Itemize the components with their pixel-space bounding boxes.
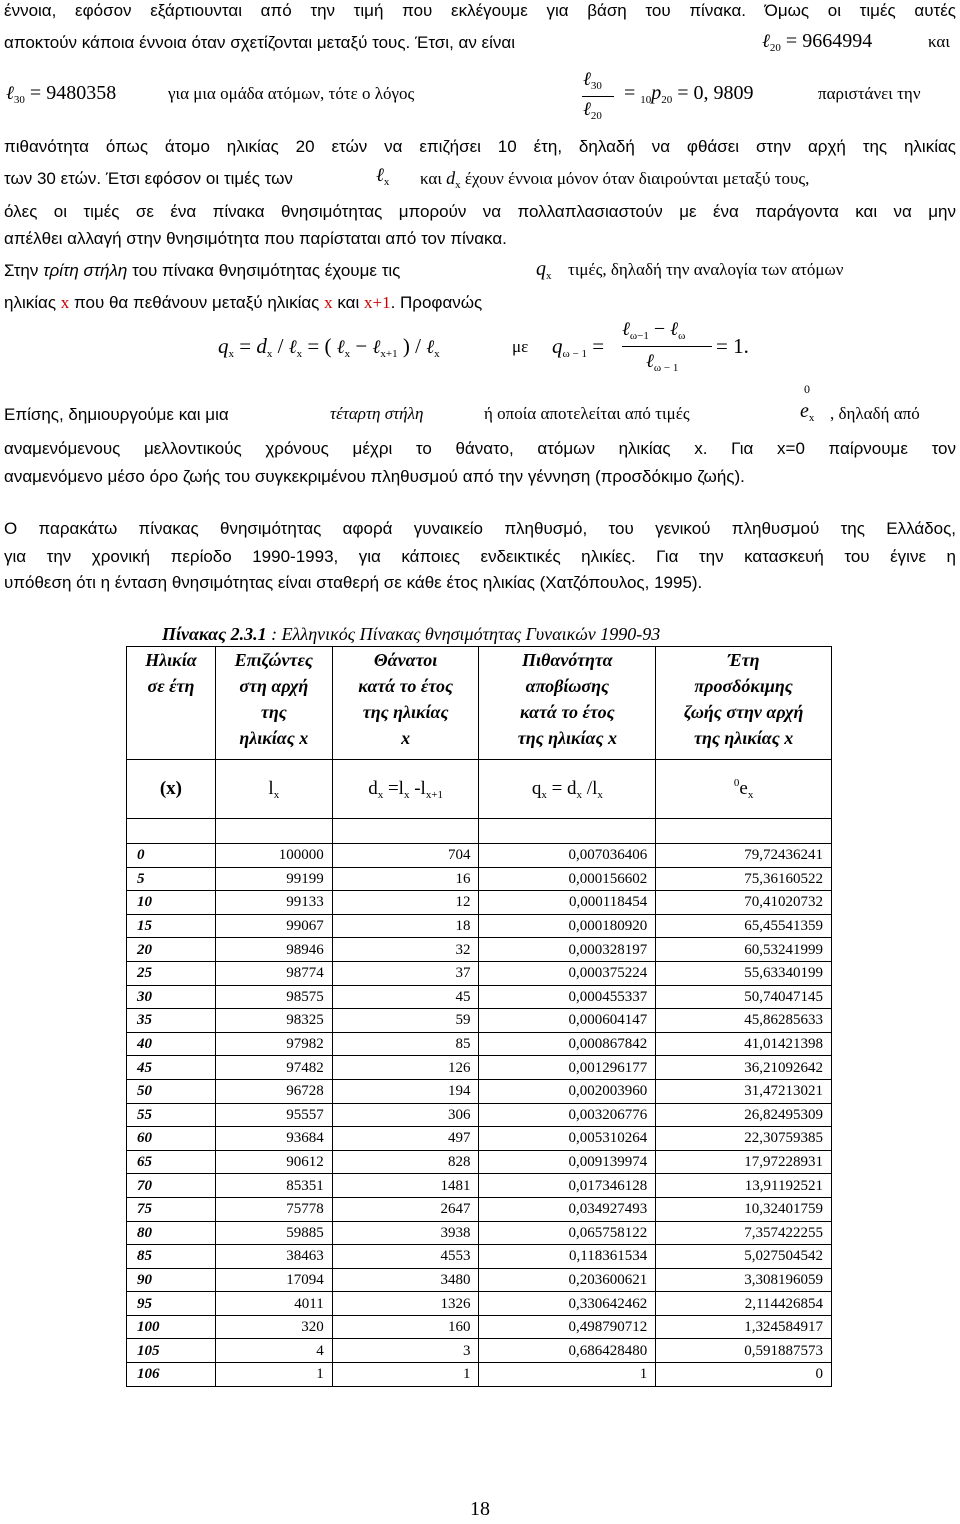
table-cell: 85351 xyxy=(215,1174,332,1198)
table-cell: 10 xyxy=(127,891,216,915)
table-cell: 0,002003960 xyxy=(479,1079,656,1103)
symbol-lx xyxy=(215,760,332,819)
formula-value: = 0, 9809 xyxy=(677,82,754,104)
text-segment: που θα πεθάνουν μεταξύ ηλικίας xyxy=(74,293,320,312)
table-row xyxy=(127,891,832,915)
text-segment: των 30 ετών. Έτσι εφόσον οι τιμές των xyxy=(4,169,293,188)
table-cell: 0,203600621 xyxy=(479,1268,656,1292)
table-cell: 85 xyxy=(332,1032,479,1056)
table-cell: 106 xyxy=(127,1363,216,1387)
table-cell: 65 xyxy=(127,1150,216,1174)
symbol-part: x xyxy=(273,789,280,801)
symbol-part: = d xyxy=(551,778,577,799)
text-segment: και xyxy=(420,169,442,188)
formula-qx-def: $q_x = d_x$ / ℓ$_x$ = ( ℓ$_x$ − ℓ$_{x+1}$ ) / ℓ$_x$ xyxy=(218,334,440,360)
table-cell: 95 xyxy=(127,1292,216,1316)
text-segment: έχουν έννοια μόνον όταν διαιρούνται μεταξύ τους, xyxy=(464,169,810,188)
header-line: x xyxy=(401,728,411,748)
table-cell: 99067 xyxy=(215,914,332,938)
header-line: στη αρχή xyxy=(239,676,309,696)
header-line: αποβίωσης xyxy=(525,676,610,696)
header-life-expectancy xyxy=(656,647,832,760)
text-segment: τιμές, δηλαδή την αναλογία των ατόμων xyxy=(568,260,844,279)
table-row xyxy=(127,1292,832,1316)
table-cell: 96728 xyxy=(215,1079,332,1103)
table-cell: 50 xyxy=(127,1079,216,1103)
text-line: για την χρονική περίοδο 1990-1993, για κάποιες ενδεικτικές ηλικίες. Για την κατασκευή του έγινε η xyxy=(4,547,956,566)
header-line: προσδόκιμης xyxy=(694,676,793,696)
table-cell: 38463 xyxy=(215,1245,332,1269)
text-segment: , δηλαδή από xyxy=(830,404,920,423)
table-cell: 5 xyxy=(127,867,216,891)
symbol-part: d xyxy=(368,778,378,799)
table-cell: 0,065758122 xyxy=(479,1221,656,1245)
table-cell: 80 xyxy=(127,1221,216,1245)
table-cell: 0,000118454 xyxy=(479,891,656,915)
table-cell: 4 xyxy=(215,1339,332,1363)
mortality-table xyxy=(126,646,832,1387)
table-cell: 7,357422255 xyxy=(656,1221,832,1245)
table-cell: 35 xyxy=(127,1009,216,1033)
text-segment: τέταρτη στήλη xyxy=(330,404,424,423)
symbol-x: (x) xyxy=(127,760,216,819)
table-cell: 1 xyxy=(215,1363,332,1387)
table-row xyxy=(127,1339,832,1363)
table-cell: 0,034927493 xyxy=(479,1197,656,1221)
table-row xyxy=(127,1197,832,1221)
page-number: 18 xyxy=(470,1498,490,1520)
table-cell: 31,47213021 xyxy=(656,1079,832,1103)
header-line: της xyxy=(260,702,287,722)
text-segment: και xyxy=(928,32,950,51)
table-cell: 497 xyxy=(332,1127,479,1151)
table-row xyxy=(127,938,832,962)
table-cell: 2647 xyxy=(332,1197,479,1221)
table-cell: 60,53241999 xyxy=(656,938,832,962)
symbol-dx xyxy=(332,760,479,819)
symbol-part: l xyxy=(268,778,274,799)
formula-l20: ℓ$_{20}$ = 9664994 xyxy=(762,30,873,54)
text-segment: και xyxy=(337,293,360,312)
table-cell: 17094 xyxy=(215,1268,332,1292)
formula-value: = 9664994 xyxy=(785,30,873,52)
header-age xyxy=(127,647,216,760)
symbol-part: x+1 xyxy=(425,789,444,801)
table-cell: 1326 xyxy=(332,1292,479,1316)
text-segment: Στην xyxy=(4,261,39,280)
text-line: Ο παρακάτω πίνακας θνησιμότητας αφορά γυναικείο πληθυσμό, του γενικού πληθυσμού της Ελλάδος, xyxy=(4,519,956,538)
caption-label: Πίνακας 2.3.1 xyxy=(162,624,267,644)
table-cell: 55 xyxy=(127,1103,216,1127)
table-cell: 0,000156602 xyxy=(479,867,656,891)
symbol-part: x xyxy=(747,789,754,801)
table-cell: 90612 xyxy=(215,1150,332,1174)
table-cell: 97982 xyxy=(215,1032,332,1056)
header-survivors xyxy=(215,647,332,760)
header-line: κατά το έτος xyxy=(358,676,453,696)
text-line: υπόθεση ότι η ένταση θνησιμότητας είναι σταθερή σε κάθε έτος ηλικίας (Χατζόπουλος, 1995). xyxy=(4,573,703,592)
header-line: Πιθανότητα xyxy=(522,650,613,670)
formula-qomega: $q_{\omega - 1}$ = xyxy=(552,334,605,360)
symbol-part: /l xyxy=(586,778,598,799)
table-cell: 41,01421398 xyxy=(656,1032,832,1056)
table-cell: 0 xyxy=(127,844,216,868)
header-line: της ηλικίας xyxy=(362,702,449,722)
text-segment: του πίνακα θνησιμότητας έχουμε τις xyxy=(132,261,401,280)
table-cell: 75778 xyxy=(215,1197,332,1221)
symbol-part: x xyxy=(377,789,384,801)
table-cell: 30 xyxy=(127,985,216,1009)
table-cell: 59 xyxy=(332,1009,479,1033)
formula-p: = $_{10}p_{20} = 0$, 9809 xyxy=(624,82,754,106)
table-row xyxy=(127,844,832,868)
table-cell: 4011 xyxy=(215,1292,332,1316)
text-segment: ή οποία αποτελείται από τιμές xyxy=(484,404,690,423)
table-cell: 70,41020732 xyxy=(656,891,832,915)
table-cell: 306 xyxy=(332,1103,479,1127)
table-cell: 0,007036406 xyxy=(479,844,656,868)
table-cell: 3,308196059 xyxy=(656,1268,832,1292)
table-cell: 20 xyxy=(127,938,216,962)
symbol-part: x xyxy=(576,789,583,801)
symbol-part: x xyxy=(597,789,603,801)
table-caption xyxy=(162,624,660,645)
table-cell: 3 xyxy=(332,1339,479,1363)
table-cell: 45 xyxy=(332,985,479,1009)
table-cell: 828 xyxy=(332,1150,479,1174)
symbol-part: x xyxy=(541,789,547,801)
table-cell: 100 xyxy=(127,1315,216,1339)
text-line: ηλικίας x που θα πεθάνουν μεταξύ ηλικίας x και x+1. Προφανώς xyxy=(4,293,483,312)
table-cell: 0,686428480 xyxy=(479,1339,656,1363)
table-cell: 0,003206776 xyxy=(479,1103,656,1127)
table-cell: 0,009139974 xyxy=(479,1150,656,1174)
header-line: Θάνατοι xyxy=(373,650,438,670)
table-cell: 320 xyxy=(215,1315,332,1339)
table-cell: 0,000867842 xyxy=(479,1032,656,1056)
formula-lx: ℓ$_x$ xyxy=(376,164,390,188)
table-cell: 45,86285633 xyxy=(656,1009,832,1033)
symbol-ex xyxy=(656,760,832,819)
header-line: ηλικίας x xyxy=(239,728,309,748)
table-cell: 55,63340199 xyxy=(656,961,832,985)
formula-equals-one: = 1. xyxy=(716,334,749,358)
table-cell: 25 xyxy=(127,961,216,985)
table-cell: 17,97228931 xyxy=(656,1150,832,1174)
table-cell: 32 xyxy=(332,938,479,962)
table-cell: 65,45541359 xyxy=(656,914,832,938)
table-cell: 0,017346128 xyxy=(479,1174,656,1198)
table-cell: 1481 xyxy=(332,1174,479,1198)
table-cell: 0,330642462 xyxy=(479,1292,656,1316)
fraction-bar xyxy=(622,346,712,347)
table-cell: 10,32401759 xyxy=(656,1197,832,1221)
header-line: της ηλικίας x xyxy=(517,728,617,748)
table-cell: 45 xyxy=(127,1056,216,1080)
table-row xyxy=(127,1009,832,1033)
table-cell: 60 xyxy=(127,1127,216,1151)
table-cell: 26,82495309 xyxy=(656,1103,832,1127)
text-line: αναμενόμενους μελλοντικούς χρόνους μέχρι το θάνατο, ατόμων ηλικίας x. Για x=0 παίρνουμε τον xyxy=(4,439,956,458)
symbol-part: q xyxy=(531,778,542,799)
table-row xyxy=(127,1056,832,1080)
table-cell: 75 xyxy=(127,1197,216,1221)
table-cell: 37 xyxy=(332,961,479,985)
table-cell: 15 xyxy=(127,914,216,938)
table-cell: 160 xyxy=(332,1315,479,1339)
table-cell: 70 xyxy=(127,1174,216,1198)
table-row xyxy=(127,1032,832,1056)
header-line: Ηλικία xyxy=(145,650,197,670)
table-cell: 99199 xyxy=(215,867,332,891)
table-cell: 13,91192521 xyxy=(656,1174,832,1198)
table-row xyxy=(127,1363,832,1387)
symbol-qx xyxy=(479,760,656,819)
table-row xyxy=(127,1315,832,1339)
text-segment: αποκτούν κάποια έννοια όταν σχετίζονται μεταξύ τους. Έτσι, αν είναι xyxy=(4,33,516,52)
header-line: κατά το έτος xyxy=(519,702,615,722)
table-cell: 2,114426854 xyxy=(656,1292,832,1316)
table-row xyxy=(127,1268,832,1292)
table-cell: 98946 xyxy=(215,938,332,962)
table-header-row xyxy=(127,647,832,760)
text-segment: . Προφανώς xyxy=(390,293,483,312)
table-cell: 0,000328197 xyxy=(479,938,656,962)
header-line: Επιζώντες xyxy=(234,650,313,670)
header-deaths xyxy=(332,647,479,760)
table-cell: 0,005310264 xyxy=(479,1127,656,1151)
formula-ex: $e_x$ xyxy=(800,400,815,424)
table-row xyxy=(127,1221,832,1245)
table-cell: 97482 xyxy=(215,1056,332,1080)
table-cell: 3480 xyxy=(332,1268,479,1292)
table-cell: 50,74047145 xyxy=(656,985,832,1009)
table-cell: 194 xyxy=(332,1079,479,1103)
fraction-denominator: ℓ$_{20}$ xyxy=(583,98,602,122)
text-line: έννοια, εφόσον εξάρτιουνται από την τιμή που εκλέγουμε για βάση του πίνακα. Όμως οι τιμές αυτές xyxy=(4,1,956,20)
table-cell: 0,001296177 xyxy=(479,1056,656,1080)
text-segment: τρίτη στήλη xyxy=(43,261,128,280)
text-segment: Επίσης, δημιουργούμε και μια xyxy=(4,405,229,424)
table-body xyxy=(127,844,832,1387)
table-row xyxy=(127,1079,832,1103)
text-segment: και $d_x$ έχουν έννοια μόνον όταν διαιρούνται μεταξύ τους, xyxy=(420,168,810,191)
caption-text: : Ελληνικός Πίνακας θνησιμότητας Γυναικών 1990-93 xyxy=(266,624,661,644)
table-cell: 95557 xyxy=(215,1103,332,1127)
table-cell: 12 xyxy=(332,891,479,915)
table-row xyxy=(127,914,832,938)
table-cell: 98575 xyxy=(215,985,332,1009)
symbol-part: 0 xyxy=(733,777,740,789)
table-cell: 100000 xyxy=(215,844,332,868)
table-spacer-row xyxy=(127,819,832,844)
table-cell: 1 xyxy=(332,1363,479,1387)
formula-qx: $q_x$ xyxy=(536,258,552,282)
table-cell: 3938 xyxy=(332,1221,479,1245)
table-cell: 1,324584917 xyxy=(656,1315,832,1339)
table-row xyxy=(127,1150,832,1174)
table-cell: 36,21092642 xyxy=(656,1056,832,1080)
table-cell: 4553 xyxy=(332,1245,479,1269)
table-row xyxy=(127,985,832,1009)
text-line: πιθανότητα όπως άτομο ηλικίας 20 ετών να επιζήσει 10 έτη, δηλαδή να φθάσει στην αρχή της ηλικίας xyxy=(4,137,956,156)
table-cell: 0,000375224 xyxy=(479,961,656,985)
table-cell: 93684 xyxy=(215,1127,332,1151)
table-row xyxy=(127,961,832,985)
table-cell: 40 xyxy=(127,1032,216,1056)
header-line: της ηλικίας x xyxy=(693,728,794,748)
table-cell: 99133 xyxy=(215,891,332,915)
table-cell: 5,027504542 xyxy=(656,1245,832,1269)
table-row xyxy=(127,1245,832,1269)
text-line: όλες οι τιμές σε ένα πίνακα θνησιμότητας μπορούν να πολλαπλασιαστούν με ένα παράγοντα και να μην xyxy=(4,202,956,221)
fraction-numerator: ℓ$_{30}$ xyxy=(583,68,602,92)
table-symbol-row xyxy=(127,760,832,819)
table-cell: 18 xyxy=(332,914,479,938)
table-cell: 0,118361534 xyxy=(479,1245,656,1269)
symbol-part: x xyxy=(403,789,410,801)
formula-l30: ℓ$_{30}$ = 9480358 xyxy=(6,82,117,106)
table-cell: 98774 xyxy=(215,961,332,985)
symbol-part: =l xyxy=(387,778,404,799)
text-segment: παριστάνει την xyxy=(818,84,921,103)
header-line: Έτη xyxy=(727,650,760,670)
formula-value: = 9480358 xyxy=(29,82,117,104)
table-row xyxy=(127,1174,832,1198)
table-cell: 79,72436241 xyxy=(656,844,832,868)
table-cell: 90 xyxy=(127,1268,216,1292)
symbol-part: e xyxy=(739,778,748,799)
table-cell: 98325 xyxy=(215,1009,332,1033)
table-cell: 0,591887573 xyxy=(656,1339,832,1363)
table-cell: 0,000180920 xyxy=(479,914,656,938)
table-cell: 0,000604147 xyxy=(479,1009,656,1033)
symbol-part: -l xyxy=(414,778,426,799)
header-line: ζωής στην αρχή xyxy=(683,702,804,722)
table-cell: 0,000455337 xyxy=(479,985,656,1009)
header-probability xyxy=(479,647,656,760)
formula-superscript: 0 xyxy=(804,382,810,396)
table-cell: 704 xyxy=(332,844,479,868)
table-cell: 0 xyxy=(656,1363,832,1387)
fraction-denominator: ℓ$_{\omega - 1}$ xyxy=(646,350,679,374)
table-cell: 1 xyxy=(479,1363,656,1387)
text-line: αναμενόμενο μέσο όρο ζωής του συγκεκριμένου πληθυσμού από την γέννηση (προσδόκιμο ζωής). xyxy=(4,467,745,486)
header-line: σε έτη xyxy=(147,676,195,696)
table-cell: 126 xyxy=(332,1056,479,1080)
table-cell: 22,30759385 xyxy=(656,1127,832,1151)
table-row xyxy=(127,1103,832,1127)
fraction-numerator: ℓ$_{\omega-1}$ − ℓ$_\omega$ xyxy=(622,318,686,342)
fraction-bar xyxy=(582,96,614,97)
table-cell: 59885 xyxy=(215,1221,332,1245)
table-cell: 0,498790712 xyxy=(479,1315,656,1339)
text-segment: με xyxy=(512,337,529,356)
table-row xyxy=(127,867,832,891)
table-cell: 105 xyxy=(127,1339,216,1363)
table-cell: 75,36160522 xyxy=(656,867,832,891)
table-cell: 16 xyxy=(332,867,479,891)
text-segment: ηλικίας xyxy=(4,293,57,312)
text-segment: για μια ομάδα ατόμων, τότε ο λόγος xyxy=(168,84,415,103)
table-row xyxy=(127,1127,832,1151)
text-line: απέλθει αλλαγή στην θνησιμότητα που παρίσταται από τον πίνακα. xyxy=(4,229,507,248)
table-cell: 85 xyxy=(127,1245,216,1269)
